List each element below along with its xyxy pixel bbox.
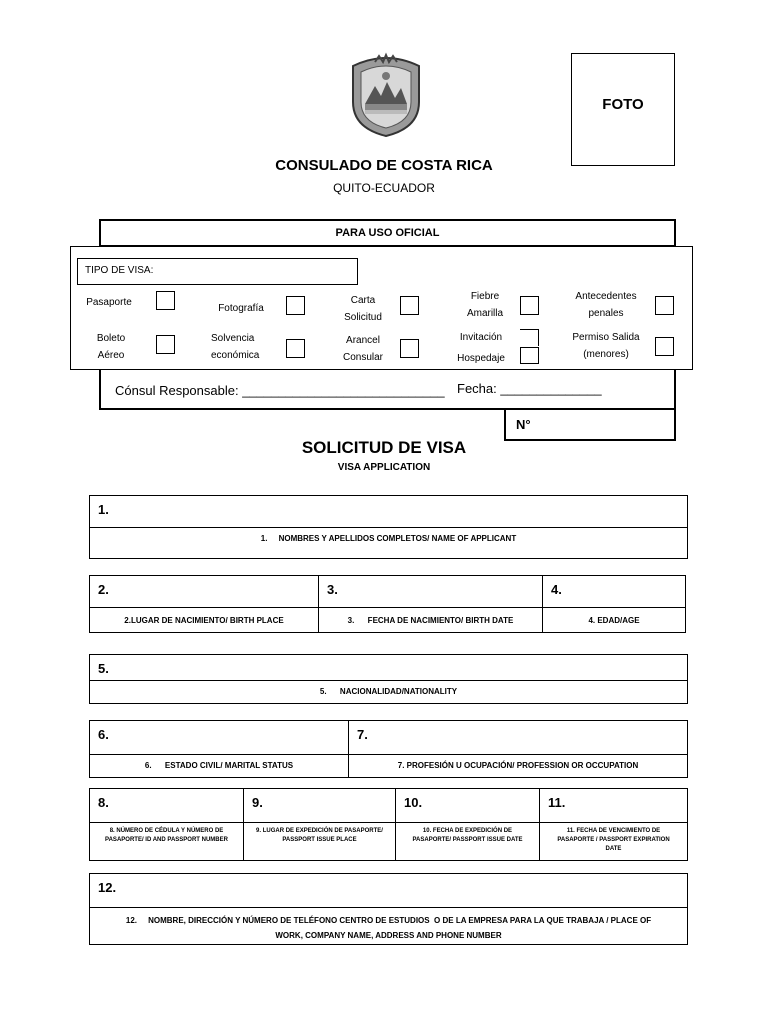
pasaporte-checkbox[interactable] [156,291,175,310]
field-4-caption: 4. EDAD/AGE [588,616,640,625]
boleto-aereo-label: Boleto Aéreo [96,333,126,361]
solvencia-economica-checkbox[interactable] [286,339,305,358]
field-9-caption: 9. LUGAR DE EXPEDICIÓN DE PASAPORTE/ PASSPORT ISSUE PLACE [256,828,383,843]
fields-8-11-box [89,788,688,861]
boleto-aereo-checkbox[interactable] [156,335,175,354]
field-3-number: 3. [327,582,338,597]
invitacion-bracket [520,329,539,346]
solvencia-economica-label: Solvencia económica [211,333,260,361]
coat-of-arms-emblem [345,52,427,138]
antecedentes-penales-label: Antecedentes penales [575,291,637,319]
field-10-cell[interactable] [396,789,539,860]
visa-type-field[interactable] [77,258,358,285]
carta-solicitud-checkbox[interactable] [400,296,419,315]
field-4-number: 4. [551,582,562,597]
field-7-caption: 7. PROFESIÓN U OCUPACIÓN/ PROFESSION OR OCCUPATION [397,761,639,770]
permiso-salida-label: Permiso Salida (menores) [572,332,640,360]
numero-box[interactable] [504,408,676,441]
field-1-number: 1. [98,502,109,517]
visa-type-label: TIPO DE VISA: [85,265,154,276]
field-6-number: 6. [98,727,109,742]
consulate-city: QUITO-ECUADOR [333,181,435,195]
field-1-box[interactable] [89,495,688,559]
field-10-caption: 10. FECHA DE EXPEDICIÓN DE PASAPORTE/ PASSPORT ISSUE DATE [412,828,523,843]
consul-responsable[interactable]: Cónsul Responsable: ____________________________ [115,383,445,398]
field-11-cell[interactable] [540,789,687,860]
antecedentes-penales-checkbox[interactable] [655,296,674,315]
pasaporte-label: Pasaporte [86,297,132,308]
field-12-number: 12. [98,880,117,895]
field-6-caption: 6. ESTADO CIVIL/ MARITAL STATUS [144,761,294,770]
field-9-number: 9. [252,795,263,810]
official-use-header [99,219,676,247]
fotografia-label: Fotografía [218,303,264,314]
photo-label: FOTO [602,96,644,113]
form-title: SOLICITUD DE VISA [301,438,467,457]
field-5-box[interactable] [89,654,688,704]
field-8-number: 8. [98,795,109,810]
photo-box [571,53,675,166]
fotografia-checkbox[interactable] [286,296,305,315]
field-2-caption: 2.LUGAR DE NACIMIENTO/ BIRTH PLACE [124,616,284,625]
field-5-number: 5. [98,661,109,676]
field-11-number: 11. [548,795,566,810]
arancel-consular-checkbox[interactable] [400,339,419,358]
field-3-caption: 3. FECHA DE NACIMIENTO/ BIRTH DATE [347,616,514,625]
arancel-consular-label: Arancel Consular [342,335,384,363]
field-11-caption: 11. FECHA DE VENCIMIENTO DE PASAPORTE / PASSPORT EXPIRATION DATE [557,828,670,852]
field-5-caption: 5. NACIONALIDAD/NATIONALITY [319,687,458,696]
field-7-number: 7. [357,727,368,742]
fields-6-7-box [89,720,688,778]
fiebre-amarilla-label: Fiebre Amarilla [466,291,504,319]
invitacion-hospedaje-checkbox[interactable] [520,347,539,364]
field-8-cell[interactable] [90,789,243,860]
fecha-field[interactable]: Fecha: ______________ [457,381,602,396]
field-12-box[interactable] [89,873,688,945]
field-12-caption: 12. NOMBRE, DIRECCIÓN Y NÚMERO DE TELÉFONO CENTRO DE ESTUDIOS O DE LA EMPRESA PARA LA QUE TRABAJA / PLACE OF WORK, COMPANY NAME, ADDRESS AND PHONE NUMBER [125,916,654,940]
numero-label: N° [516,417,531,432]
field-10-number: 10. [404,795,423,810]
field-1-caption: 1. NOMBRES Y APELLIDOS COMPLETOS/ NAME OF APPLICANT [260,534,517,543]
form-subtitle: VISA APPLICATION [337,462,431,473]
field-3-cell[interactable] [319,576,542,632]
field-9-cell[interactable] [244,789,395,860]
official-use-title: PARA USO OFICIAL [335,227,440,239]
field-2-number: 2. [98,582,109,597]
carta-solicitud-label: Carta Solicitud [344,295,382,323]
consulate-title: CONSULADO DE COSTA RICA [275,157,493,174]
permiso-salida-checkbox[interactable] [655,337,674,356]
field-6-cell[interactable] [90,721,348,777]
consul-row [99,370,676,410]
fiebre-amarilla-checkbox[interactable] [520,296,539,315]
field-2-cell[interactable] [90,576,318,632]
official-use-panel [70,246,693,370]
invitacion-hospedaje-label: Invitación Hospedaje [457,332,505,364]
field-4-cell[interactable] [543,576,685,632]
field-7-cell[interactable] [349,721,687,777]
field-8-caption: 8. NÚMERO DE CÉDULA Y NÚMERO DE PASAPORTE/ ID AND PASSPORT NUMBER [105,828,228,843]
fields-2-4-box [89,575,686,633]
